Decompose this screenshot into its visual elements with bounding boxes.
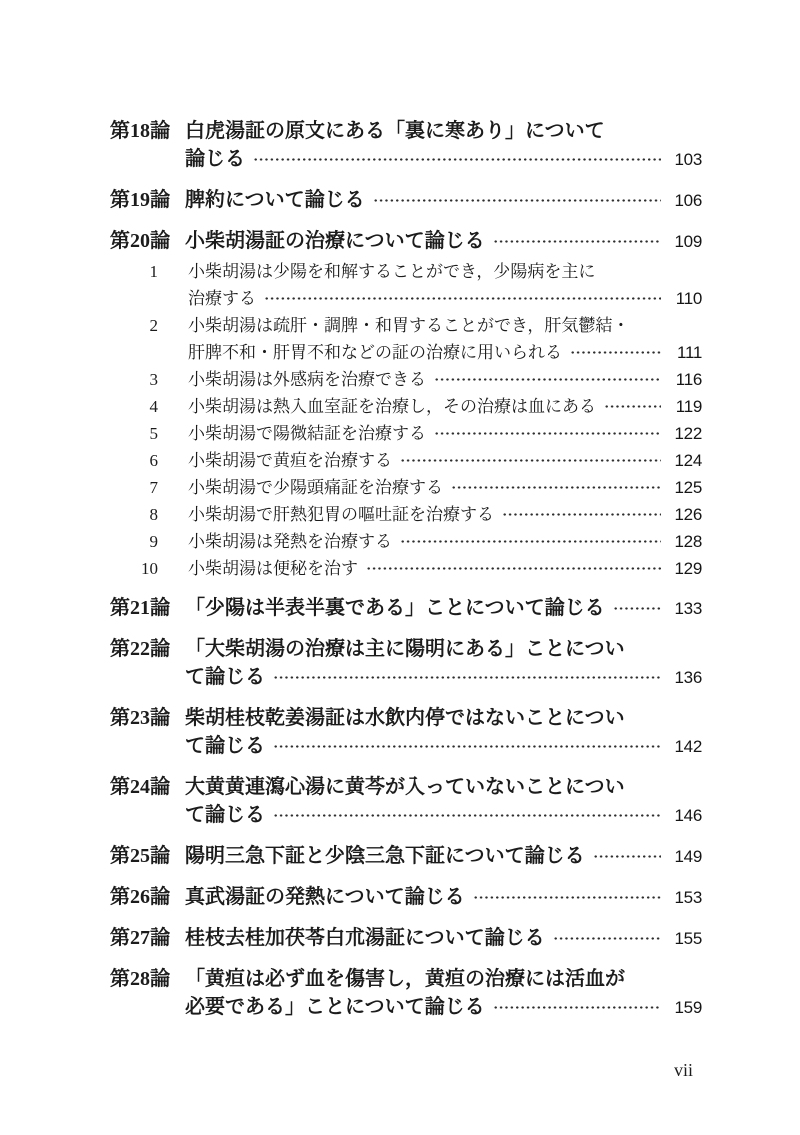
sub-entry-6 xyxy=(110,447,702,474)
page-number: 116 xyxy=(675,370,702,389)
dot-leader xyxy=(570,339,661,366)
title-line xyxy=(185,842,702,871)
page-number: 133 xyxy=(674,599,702,618)
sub-entry-number: 3 xyxy=(149,370,158,389)
chapter-number: 第27論 xyxy=(110,927,170,949)
chapter-row xyxy=(110,965,702,1022)
page-number: 142 xyxy=(674,737,702,756)
title-line xyxy=(185,773,702,801)
chapter-row xyxy=(110,227,702,256)
chapter-title-block xyxy=(185,186,702,215)
sub-entry-number: 10 xyxy=(141,559,158,578)
title-line xyxy=(188,555,702,582)
sub-entry-3 xyxy=(110,366,702,393)
page-number: 109 xyxy=(674,232,702,251)
sub-entry-title: 小柴胡湯は外感病を治療できる xyxy=(188,370,426,389)
sub-entry-title-block xyxy=(188,312,702,366)
page-number: 122 xyxy=(674,424,702,443)
page-number: 126 xyxy=(674,505,702,524)
chapter-title: 桂枝去桂加茯苓白朮湯証について論じる xyxy=(185,927,545,949)
sub-entry-title: 小柴胡湯で肝熱犯胃の嘔吐証を治療する xyxy=(188,505,494,524)
title-line xyxy=(188,366,702,393)
page-number: 128 xyxy=(674,532,702,551)
toc-entry-21 xyxy=(110,594,702,623)
title-line xyxy=(188,393,702,420)
sub-entry-title-block xyxy=(188,258,702,312)
dot-leader xyxy=(604,393,661,420)
page-number: 106 xyxy=(674,191,702,210)
chapter-row xyxy=(110,117,702,174)
chapter-title-block xyxy=(185,924,702,953)
chapter-title-continued: 論じる xyxy=(185,148,245,170)
sub-entry-title-continued: 治療する xyxy=(188,289,256,308)
chapter-title-continued: て論じる xyxy=(185,804,265,826)
chapter-number: 第26論 xyxy=(110,886,170,908)
chapter-row xyxy=(110,186,702,215)
sub-entry-title: 小柴胡湯は疏肝・調脾・和胃することができ，肝気鬱結・ xyxy=(188,316,630,335)
toc-entry-18 xyxy=(110,117,702,174)
page-number: 159 xyxy=(674,998,702,1017)
sub-entry-4 xyxy=(110,393,702,420)
sub-entry-number: 6 xyxy=(149,451,158,470)
dot-leader xyxy=(273,801,661,830)
chapter-title: 陽明三急下証と少陰三急下証について論じる xyxy=(185,845,585,867)
sub-entry-number: 4 xyxy=(149,397,158,416)
chapter-title-block xyxy=(185,635,702,692)
chapter-number: 第23論 xyxy=(110,707,170,729)
chapter-title-block xyxy=(185,883,702,912)
chapter-title-block xyxy=(185,842,702,871)
chapter-title-block xyxy=(185,965,702,1022)
title-line xyxy=(188,420,702,447)
sub-entry-2 xyxy=(110,312,702,366)
sub-entry-title: 小柴胡湯で黄疸を治療する xyxy=(188,451,392,470)
title-line xyxy=(185,704,702,732)
sub-entry-7 xyxy=(110,474,702,501)
toc-entry-19 xyxy=(110,186,702,215)
chapter-title-block xyxy=(185,704,702,761)
sub-entry-number: 8 xyxy=(149,505,158,524)
dot-leader xyxy=(400,447,661,474)
sub-entry-number: 7 xyxy=(149,478,158,497)
dot-leader xyxy=(366,555,661,582)
sub-entry-title-continued: 肝脾不和・肝胃不和などの証の治療に用いられる xyxy=(188,343,562,362)
title-line xyxy=(188,447,702,474)
chapter-number: 第22論 xyxy=(110,638,170,660)
page-number: 125 xyxy=(674,478,702,497)
chapter-number: 第18論 xyxy=(110,120,170,142)
dot-leader xyxy=(451,474,661,501)
sub-entry-title-block xyxy=(188,393,702,420)
title-line xyxy=(188,339,702,366)
sub-entry-title-block xyxy=(188,555,702,582)
title-line xyxy=(185,145,702,174)
chapter-title-continued: て論じる xyxy=(185,735,265,757)
toc-entry-24 xyxy=(110,773,702,830)
title-line xyxy=(188,258,702,285)
sub-entry-1 xyxy=(110,258,702,312)
chapter-title-block xyxy=(185,773,702,830)
page-number: 129 xyxy=(674,559,702,578)
sub-entry-title: 小柴胡湯で陽微結証を治療する xyxy=(188,424,426,443)
chapter-number: 第24論 xyxy=(110,776,170,798)
chapter-row xyxy=(110,842,702,871)
chapter-row xyxy=(110,635,702,692)
title-line xyxy=(185,186,702,215)
title-line xyxy=(185,227,702,256)
dot-leader xyxy=(253,145,661,174)
sub-entry-title: 小柴胡湯で少陽頭痛証を治療する xyxy=(188,478,443,497)
chapter-title-block xyxy=(185,594,702,623)
dot-leader xyxy=(593,842,661,871)
dot-leader xyxy=(473,883,661,912)
page-number: 110 xyxy=(675,289,702,308)
page-number: 103 xyxy=(674,150,702,169)
toc-entry-20 xyxy=(110,227,702,582)
sub-entry-title: 小柴胡湯は少陽を和解することができ，少陽病を主に xyxy=(188,262,596,281)
chapter-title: 柴胡桂枝乾姜湯証は水飲内停ではないことについ xyxy=(185,707,625,729)
dot-leader xyxy=(264,285,661,312)
title-line xyxy=(188,312,702,339)
sub-entry-number: 2 xyxy=(149,316,158,335)
title-line xyxy=(188,528,702,555)
chapter-title-continued: 必要である」ことについて論じる xyxy=(185,996,485,1018)
toc-entry-27 xyxy=(110,924,702,953)
title-line xyxy=(185,801,702,830)
table-of-contents xyxy=(110,117,702,1022)
toc-entry-26 xyxy=(110,883,702,912)
sub-entry-title: 小柴胡湯は便秘を治す xyxy=(188,559,358,578)
chapter-number: 第19論 xyxy=(110,189,170,211)
chapter-row xyxy=(110,924,702,953)
title-line xyxy=(185,663,702,692)
toc-entry-28 xyxy=(110,965,702,1022)
sub-entry-title-block xyxy=(188,420,702,447)
dot-leader xyxy=(553,924,661,953)
sub-entry-title-block xyxy=(188,501,702,528)
dot-leader xyxy=(273,663,661,692)
page-number: 155 xyxy=(674,929,702,948)
page-number: 149 xyxy=(674,847,702,866)
chapter-number: 第20論 xyxy=(110,230,170,252)
toc-entry-22 xyxy=(110,635,702,692)
dot-leader xyxy=(493,227,661,256)
title-line xyxy=(185,883,702,912)
page-number: 153 xyxy=(674,888,702,907)
chapter-title: 白虎湯証の原文にある「裏に寒あり」について xyxy=(185,120,605,142)
chapter-title-continued: て論じる xyxy=(185,666,265,688)
dot-leader xyxy=(373,186,661,215)
chapter-title: 脾約について論じる xyxy=(185,189,365,211)
chapter-number: 第21論 xyxy=(110,597,170,619)
sub-entry-number: 5 xyxy=(149,424,158,443)
sub-entry-title: 小柴胡湯は熱入血室証を治療し，その治療は血にある xyxy=(188,397,596,416)
sub-entry-title-block xyxy=(188,528,702,555)
title-line xyxy=(185,117,702,145)
sub-entry-5 xyxy=(110,420,702,447)
chapter-title: 「黄疸は必ず血を傷害し，黄疸の治療には活血が xyxy=(185,968,625,990)
chapter-title-block xyxy=(185,227,702,256)
title-line xyxy=(185,594,702,623)
title-line xyxy=(185,965,702,993)
page-number: 146 xyxy=(674,806,702,825)
chapter-row xyxy=(110,883,702,912)
dot-leader xyxy=(502,501,661,528)
sub-entry-list xyxy=(110,258,702,582)
title-line xyxy=(185,924,702,953)
toc-entry-23 xyxy=(110,704,702,761)
title-line xyxy=(185,635,702,663)
chapter-title: 真武湯証の発熱について論じる xyxy=(185,886,465,908)
chapter-number: 第28論 xyxy=(110,968,170,990)
folio-page-number: vii xyxy=(673,1060,693,1080)
toc-entry-25 xyxy=(110,842,702,871)
title-line xyxy=(185,732,702,761)
page-number: 124 xyxy=(674,451,702,470)
chapter-title: 小柴胡湯証の治療について論じる xyxy=(185,230,485,252)
title-line xyxy=(185,993,702,1022)
page-number: 111 xyxy=(677,343,702,362)
dot-leader xyxy=(493,993,661,1022)
chapter-number: 第25論 xyxy=(110,845,170,867)
sub-entry-number: 9 xyxy=(149,532,158,551)
chapter-title-block xyxy=(185,117,702,174)
chapter-title: 大黄黄連瀉心湯に黄芩が入っていないことについ xyxy=(185,776,625,798)
page-number: 119 xyxy=(675,397,702,416)
sub-entry-9 xyxy=(110,528,702,555)
chapter-row xyxy=(110,773,702,830)
chapter-title: 「大柴胡湯の治療は主に陽明にある」ことについ xyxy=(185,638,625,660)
chapter-row xyxy=(110,704,702,761)
title-line xyxy=(188,501,702,528)
sub-entry-number: 1 xyxy=(149,262,158,281)
sub-entry-title-block xyxy=(188,447,702,474)
chapter-title: 「少陽は半表半裏である」ことについて論じる xyxy=(185,597,605,619)
sub-entry-title: 小柴胡湯は発熱を治療する xyxy=(188,532,392,551)
sub-entry-10 xyxy=(110,555,702,582)
dot-leader xyxy=(434,420,661,447)
page-number: 136 xyxy=(674,668,702,687)
dot-leader xyxy=(273,732,661,761)
chapter-row xyxy=(110,594,702,623)
dot-leader xyxy=(400,528,661,555)
sub-entry-title-block xyxy=(188,474,702,501)
title-line xyxy=(188,474,702,501)
sub-entry-8 xyxy=(110,501,702,528)
title-line xyxy=(188,285,702,312)
dot-leader xyxy=(434,366,661,393)
dot-leader xyxy=(613,594,661,623)
sub-entry-title-block xyxy=(188,366,702,393)
